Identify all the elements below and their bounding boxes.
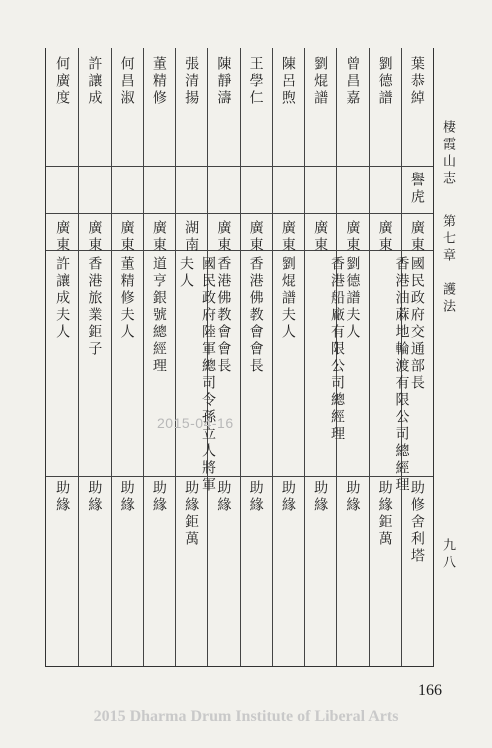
donor-name: 陳靜濤 [215, 56, 232, 107]
donor-name: 王學仁 [247, 56, 264, 107]
donor-contribution: 助修舍利塔 [408, 480, 425, 565]
book-title: 棲霞山志 [440, 120, 455, 188]
donor-name: 陳呂煦 [279, 56, 296, 107]
column-rule [304, 48, 305, 666]
column-rule [175, 48, 176, 666]
donor-native-place: 廣東 [247, 220, 264, 254]
donor-title: 國民政府陸軍總司令孫立人將軍夫人 [178, 256, 216, 494]
column-rule [78, 48, 79, 666]
date-stamp: 2015-04-16 [157, 415, 234, 431]
donor-name: 何廣度 [54, 56, 71, 107]
donor-contribution: 助緣 [279, 480, 296, 514]
chapter-page-number: 九八 [440, 538, 455, 572]
donor-title: 香港船廠有限公司總經理 [329, 256, 345, 443]
table-column [78, 48, 110, 666]
column-rule [240, 48, 241, 666]
donor-contribution: 助緣鉅萬 [183, 480, 200, 548]
table-column [143, 48, 175, 666]
donor-title: 香港油蔴地輪渡有限公司總經理 [393, 256, 410, 494]
column-rule [369, 48, 370, 666]
donor-alias: 譽虎 [408, 172, 425, 206]
donor-contribution: 助緣 [215, 480, 232, 514]
donor-native-place: 廣東 [86, 220, 103, 254]
chapter-title: 第七章 護法 [440, 214, 455, 316]
donor-title: 許讓成夫人 [54, 256, 71, 341]
donor-contribution: 助緣 [86, 480, 103, 514]
donor-name: 葉恭綽 [408, 56, 425, 107]
donor-name: 許讓成 [86, 56, 103, 107]
donor-name: 曾昌嘉 [344, 56, 361, 107]
donor-contribution: 助緣 [344, 480, 361, 514]
donor-name: 張清揚 [183, 56, 200, 107]
page-number: 166 [418, 682, 442, 699]
donor-contribution: 助緣 [54, 480, 71, 514]
table-column [111, 48, 143, 666]
donor-title: 道亨銀號總經理 [150, 256, 167, 375]
column-rule [111, 48, 112, 666]
donor-native-place: 廣東 [54, 220, 71, 254]
donor-contribution: 助緣鉅萬 [376, 480, 393, 548]
donor-native-place: 廣東 [279, 220, 296, 254]
donor-contribution: 助緣 [312, 480, 329, 514]
donor-native-place: 廣東 [118, 220, 135, 254]
donor-native-place: 廣東 [312, 220, 329, 254]
donor-title: 香港佛教會會長 [215, 256, 232, 375]
donor-title: 香港旅業鉅子 [86, 256, 103, 358]
donor-name: 董精修 [150, 56, 167, 107]
table-column [46, 48, 78, 666]
donor-contribution: 助緣 [118, 480, 135, 514]
table-column [304, 48, 345, 666]
donor-title: 劉德譜夫人 [344, 256, 361, 341]
table-column [240, 48, 272, 666]
column-rule [272, 48, 273, 666]
donor-title: 董精修夫人 [118, 256, 135, 341]
donor-title: 香港佛教會會長 [247, 256, 264, 375]
donor-native-place: 廣東 [408, 220, 425, 254]
donor-title: 國民政府交通部長 [408, 256, 425, 392]
table-column [272, 48, 304, 666]
table-column [369, 48, 410, 666]
donor-native-place: 湖南 [183, 220, 200, 254]
donor-name: 何昌淑 [118, 56, 135, 107]
donor-name: 劉焜譜 [312, 56, 329, 107]
donor-native-place: 廣東 [215, 220, 232, 254]
donor-native-place: 廣東 [344, 220, 361, 254]
footer-watermark: 2015 Dharma Drum Institute of Liberal Arts [93, 708, 399, 725]
donor-native-place: 廣東 [376, 220, 393, 254]
donor-native-place: 廣東 [150, 220, 167, 254]
donor-name: 劉德譜 [376, 56, 393, 107]
donor-contribution: 助緣 [247, 480, 264, 514]
column-rule [143, 48, 144, 666]
donor-table [45, 48, 434, 667]
donor-contribution: 助緣 [150, 480, 167, 514]
donor-title: 劉焜譜夫人 [279, 256, 296, 341]
